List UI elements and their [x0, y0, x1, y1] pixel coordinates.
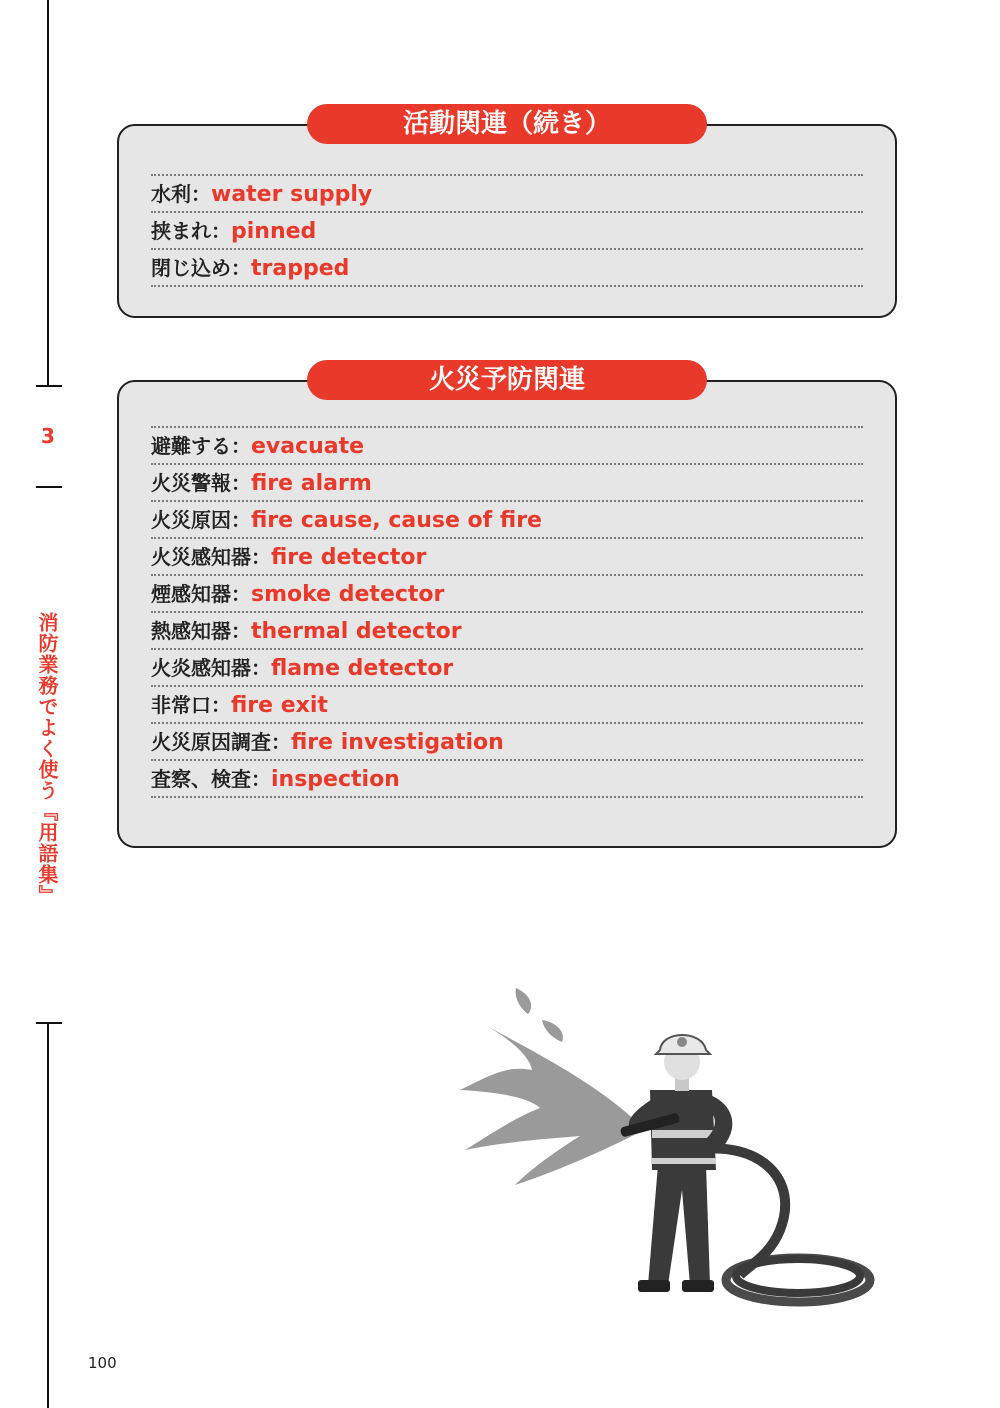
term-english: fire exit — [231, 693, 328, 718]
term-japanese: 火災原因調査： — [151, 730, 291, 754]
term-english: water supply — [211, 182, 373, 207]
term-panel-activity — [117, 124, 897, 318]
margin-rule-top — [47, 0, 49, 386]
term-row — [151, 539, 863, 576]
term-english: fire alarm — [251, 471, 372, 496]
term-japanese: 閉じ込め： — [151, 256, 251, 280]
term-list — [151, 426, 863, 798]
term-japanese: 火災警報： — [151, 471, 251, 495]
term-row — [151, 250, 863, 287]
term-japanese: 避難する： — [151, 434, 251, 458]
margin-tick — [36, 385, 62, 387]
term-english: fire cause, cause of fire — [251, 508, 542, 533]
term-japanese: 煙感知器： — [151, 582, 251, 606]
term-english: fire investigation — [291, 730, 504, 755]
page-number: 100 — [88, 1354, 117, 1372]
term-list — [151, 174, 863, 287]
section-title-vertical: 消防業務でよく使う『用語集』 — [35, 612, 59, 906]
term-row — [151, 576, 863, 613]
term-row — [151, 176, 863, 213]
chapter-number: 3 — [41, 424, 55, 448]
term-japanese: 挟まれ： — [151, 219, 231, 243]
term-english: evacuate — [251, 434, 365, 459]
term-english: fire detector — [271, 545, 427, 570]
margin-tick — [36, 1022, 62, 1024]
term-english: pinned — [231, 219, 317, 244]
term-row — [151, 428, 863, 465]
panel-title-activity: 活動関連（続き） — [307, 104, 707, 144]
panel-title-fire-prevention: 火災予防関連 — [307, 360, 707, 400]
term-japanese: 熱感知器： — [151, 619, 251, 643]
term-english: smoke detector — [251, 582, 445, 607]
term-japanese: 水利： — [151, 182, 211, 206]
term-panel-fire-prevention — [117, 380, 897, 848]
term-row — [151, 761, 863, 798]
term-english: thermal detector — [251, 619, 462, 644]
firefighter-hose-icon — [420, 980, 880, 1310]
term-row — [151, 613, 863, 650]
term-japanese: 火炎感知器： — [151, 656, 271, 680]
term-row — [151, 650, 863, 687]
term-row — [151, 465, 863, 502]
term-japanese: 火災原因： — [151, 508, 251, 532]
term-row — [151, 687, 863, 724]
margin-rule-bottom — [47, 1022, 49, 1408]
margin-tick — [36, 486, 62, 488]
term-japanese: 非常口： — [151, 693, 231, 717]
term-row — [151, 213, 863, 250]
term-japanese: 査察、検査： — [151, 767, 271, 791]
term-row — [151, 502, 863, 539]
term-english: inspection — [271, 767, 400, 792]
term-english: flame detector — [271, 656, 454, 681]
term-japanese: 火災感知器： — [151, 545, 271, 569]
term-row — [151, 724, 863, 761]
term-english: trapped — [251, 256, 350, 281]
